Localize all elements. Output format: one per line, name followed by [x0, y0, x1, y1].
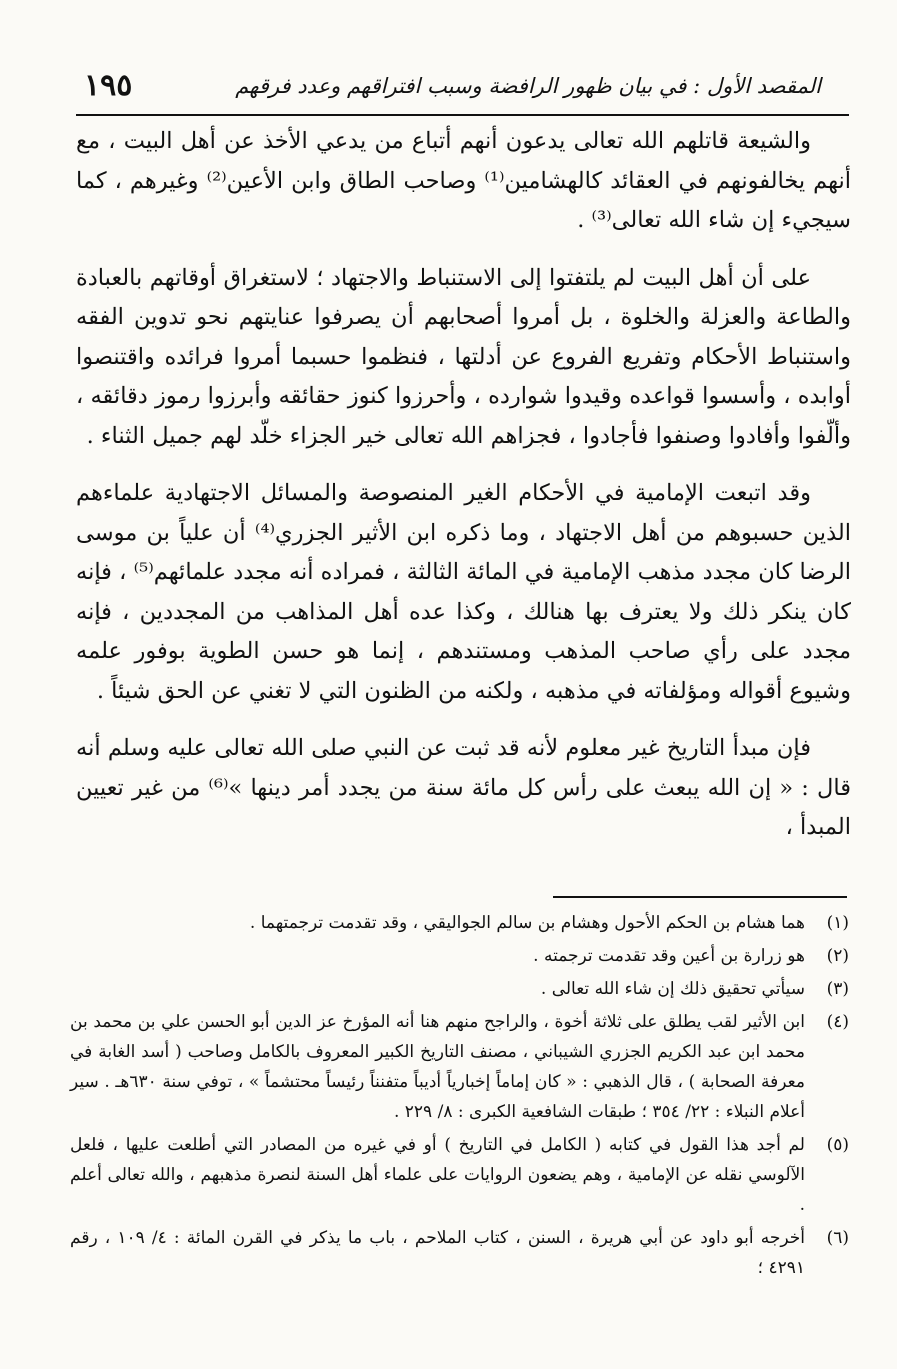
footnote-number: (٣) — [826, 979, 849, 999]
footnote-text: هو زرارة بن أعين وقد تقدمت ترجمته . — [533, 946, 805, 966]
paragraph: وقد اتبعت الإمامية في الأحكام الغير المنصوصة والمسائل الاجتهادية علماءهم الذين حسبوهم من أهل الاجتهاد ، وما ذكره ابن الأثير الجزري⁽⁴⁾ أن علياً بن موسى الرضا كان مجدد مذهب الإمامية في المائة الثالثة ، فمراده أنه مجدد علمائهم⁽⁵⁾ ، فإنه كان ينكر ذلك ولا يعترف بها هنالك ، وكذا عده أهل المذاهب من المجددين ، فإنه مجدد على رأي صاحب المذهب ومستندهم ، إنما هو حسن الطوية بوفور علمه وشيوع أقواله ومؤلفاته في مذهبه ، ولكنه من الظنون التي لا تغني عن الحق شيئاً . — [76, 480, 852, 704]
paragraph: على أن أهل البيت لم يلتفتوا إلى الاستنباط والاجتهاد ؛ لاستغراق أوقاتهم بالعبادة والطاعة والعزلة والخلوة ، بل أمروا أصحابهم أن يصرفوا عنايتهم نحو تدوين الفقه واستنباط الأحكام وتفريع الفروع عن أدلتها ، فنظموا حسبما أمروا فرائده واقتنصوا أوابده ، وأسسوا قواعده وقيدوا شوارده ، وأحرزوا كنوز حقائقه وأبرزوا رموز دقائقه ، وألّفوا وأفادوا وصنفوا فأجادوا ، فجزاهم الله تعالى خير الجزاء خلّد لهم جميل الثناء . — [76, 264, 851, 449]
page-number: ١٩٥ — [84, 68, 133, 103]
footnote — [70, 1223, 849, 1283]
footnote-text: هما هشام بن الحكم الأحول وهشام بن سالم الجواليقي ، وقد تقدمت ترجمتهما . — [249, 913, 805, 933]
footnote-text: ابن الأثير لقب يطلق على ثلاثة أخوة ، والراجح منهم هنا أنه المؤرخ عز الدين أبو الحسن علي بن محمد بن محمد ابن عبد الكريم الجزري الشيباني ، مصنف التاريخ الكبير المعروف بالكامل وصاحب ( أسد الغابة في معرفة الصحابة ) ، قال الذهبي : « كان إماماً إخبارياً أديباً متفنناً رئيساً محتشماً » ، توفي سنة ٦٣٠هـ . سير أعلام النبلاء : ٢٢/ ٣٥٤ ؛ طبقات الشافعية الكبرى : ٨/ ٢٢٩ . — [70, 1012, 805, 1122]
footnote-text: أخرجه أبو داود عن أبي هريرة ، السنن ، كتاب الملاحم ، باب ما يذكر في القرن المائة : ٤/ ١٠٩ ، رقم ٤٢٩١ ؛ — [70, 1228, 805, 1278]
footnote — [70, 941, 849, 971]
page-header — [76, 62, 821, 114]
footnote-number: (٢) — [826, 946, 849, 966]
footnote-separator — [553, 896, 847, 898]
footnote-number: (٤) — [826, 1012, 849, 1032]
footnote-text: لم أجد هذا القول في كتابه ( الكامل في التاريخ ) أو في غيره من المصادر التي أطلعت عليها ، فلعل الآلوسي نقله عن الإمامية ، وهم يضعون الروايات على علماء أهل السنة لنصرة مذهبهم ، والله تعالى أعلم . — [70, 1135, 805, 1215]
footnote-number: (٦) — [826, 1228, 849, 1248]
footnote-text: سيأتي تحقيق ذلك إن شاء الله تعالى . — [540, 979, 805, 999]
header-rule — [76, 114, 849, 116]
footnote — [70, 1130, 849, 1220]
footnote — [70, 974, 849, 1004]
paragraph: والشيعة قاتلهم الله تعالى يدعون أنهم أتباع من يدعي الأخذ عن أهل البيت ، مع أنهم يخالفونهم في العقائد كالهشامين⁽¹⁾ وصاحب الطاق وابن الأعين⁽²⁾ وغيرهم ، كما سيجيء إن شاء الله تعالى⁽³⁾ . — [76, 128, 851, 233]
footnotes — [70, 908, 849, 1286]
footnote-number: (٥) — [826, 1135, 849, 1155]
main-text — [76, 122, 851, 866]
footnote-number: (١) — [826, 913, 849, 933]
running-title: المقصد الأول : في بيان ظهور الرافضة وسبب افتراقهم وعدد فرقهم — [235, 74, 821, 98]
paragraph: فإن مبدأ التاريخ غير معلوم لأنه قد ثبت عن النبي صلى الله تعالى عليه وسلم أنه قال : « إن الله يبعث على رأس كل مائة سنة من يجدد أمر دينها »⁽⁶⁾ من غير تعيين المبدأ ، — [76, 735, 851, 840]
footnote — [70, 1007, 849, 1127]
footnote — [70, 908, 849, 938]
